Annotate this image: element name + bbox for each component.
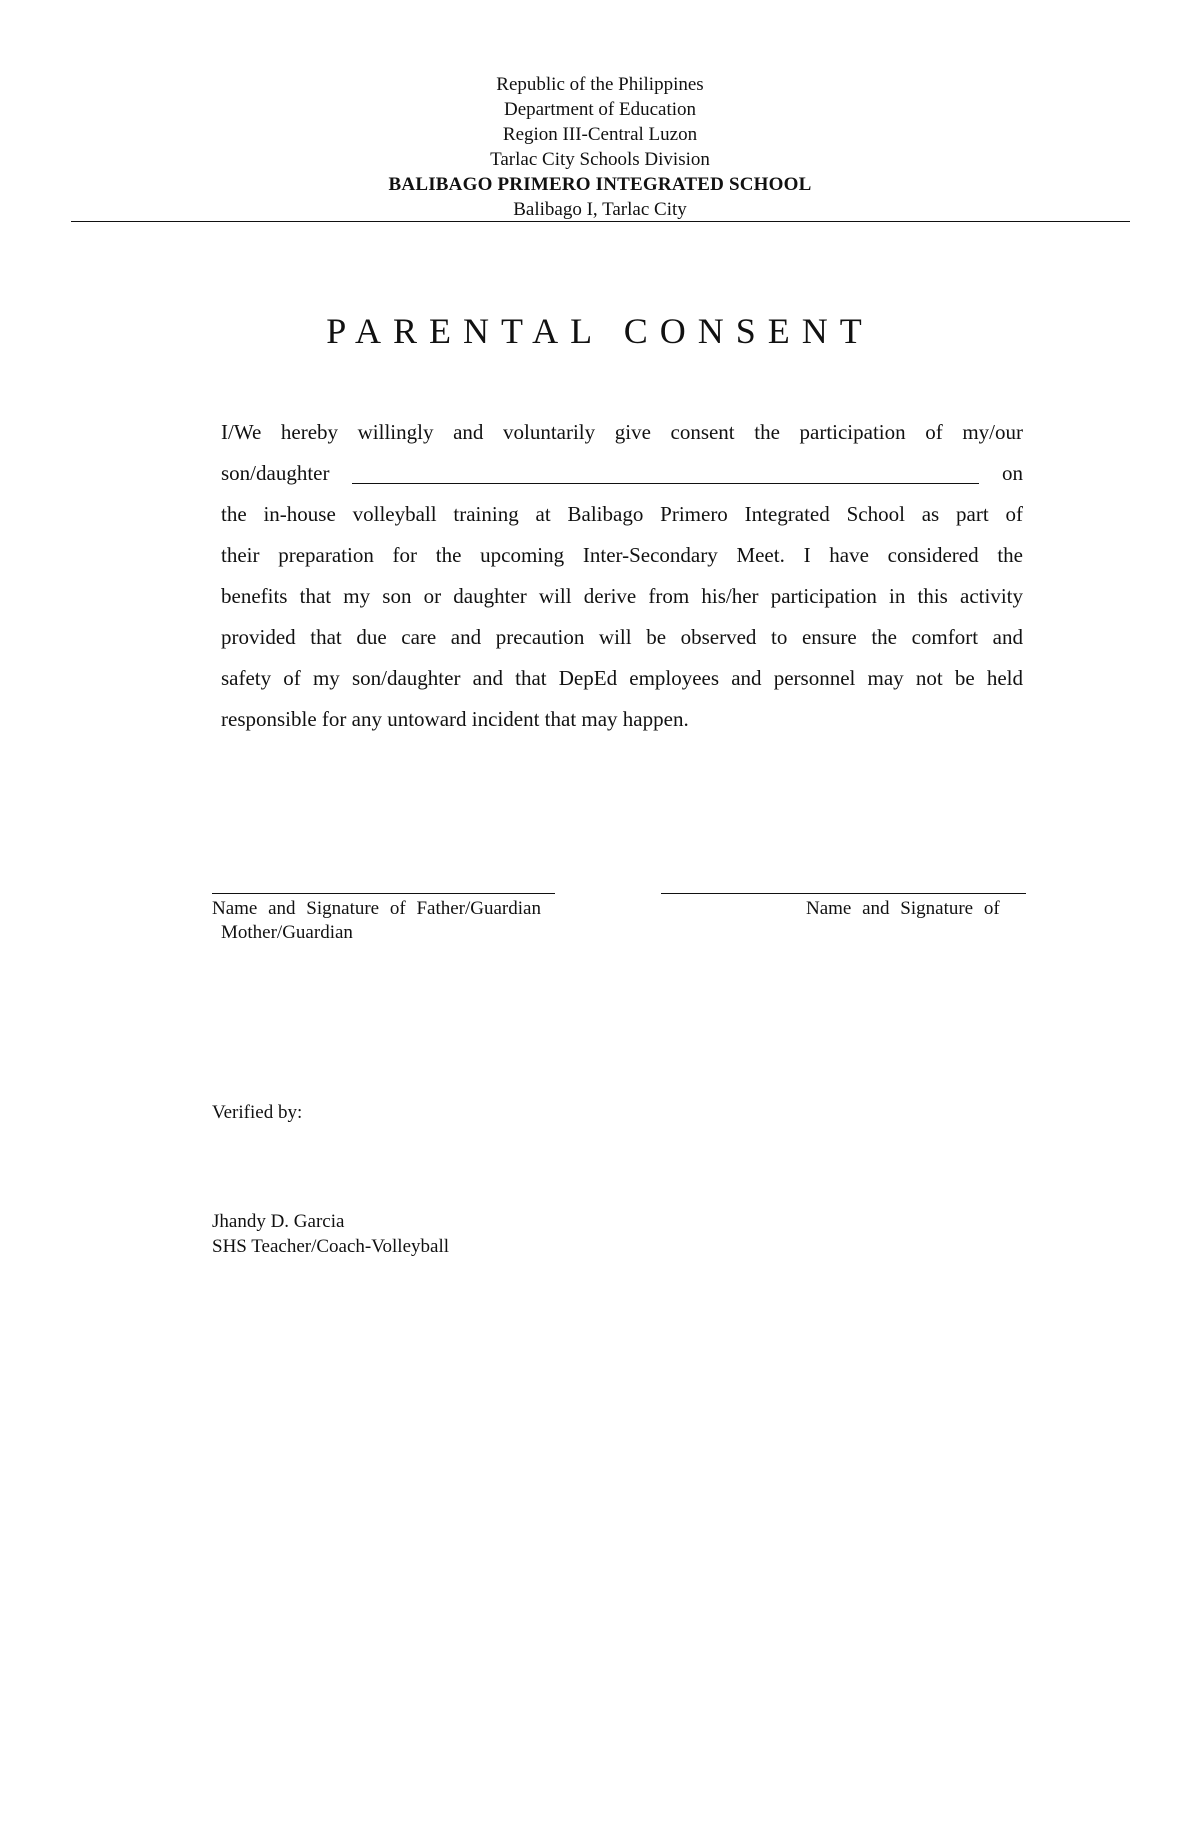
letterhead-address: Balibago I, Tarlac City [513,199,687,220]
paragraph-line: benefits that my son or daughter will derive from his/her participation in this activity [221,584,1023,608]
child-name-blank[interactable] [352,459,979,484]
letterhead-region: Region III-Central Luzon [502,124,698,145]
verified-by-label: Verified by: [212,1102,303,1123]
header-divider [71,221,1130,222]
paragraph-line: the in-house volleyball training at Balibago Primero Integrated School as part of [221,502,1023,526]
letterhead-department: Department of Education [503,99,697,120]
father-signature-label: Name and Signature of Father/Guardian [212,898,541,919]
letterhead-republic: Republic of the Philippines [496,74,704,95]
letterhead [0,72,1200,222]
document-title: PARENTAL CONSENT [326,311,874,351]
paragraph-line: their preparation for the upcoming Inter-Secondary Meet. I have considered the [221,543,1023,567]
child-name-row [221,453,1023,494]
verifier-block [212,1209,449,1259]
consent-paragraph [221,412,1023,740]
letterhead-division: Tarlac City Schools Division [490,149,710,170]
mother-signature-label-continued: Mother/Guardian [221,922,353,943]
letterhead-school-name: BALIBAGO PRIMERO INTEGRATED SCHOOL [388,174,812,195]
verifier-name: Jhandy D. Garcia [212,1211,345,1232]
paragraph-line-start: son/daughter [221,461,330,485]
paragraph-line: safety of my son/daughter and that DepEd employees and personnel may not be held [221,666,1023,690]
mother-signature-label: Name and Signature of [806,898,1000,919]
paragraph-line: responsible for any untoward incident that may happen. [221,707,689,731]
father-signature-line[interactable] [212,893,555,894]
paragraph-line: provided that due care and precaution will be observed to ensure the comfort and [221,625,1023,649]
paragraph-line: I/We hereby willingly and voluntarily give consent the participation of my/our [221,420,1023,444]
mother-signature-line[interactable] [661,893,1026,894]
verifier-position: SHS Teacher/Coach-Volleyball [212,1236,449,1257]
paragraph-line-end: on [1001,461,1023,485]
